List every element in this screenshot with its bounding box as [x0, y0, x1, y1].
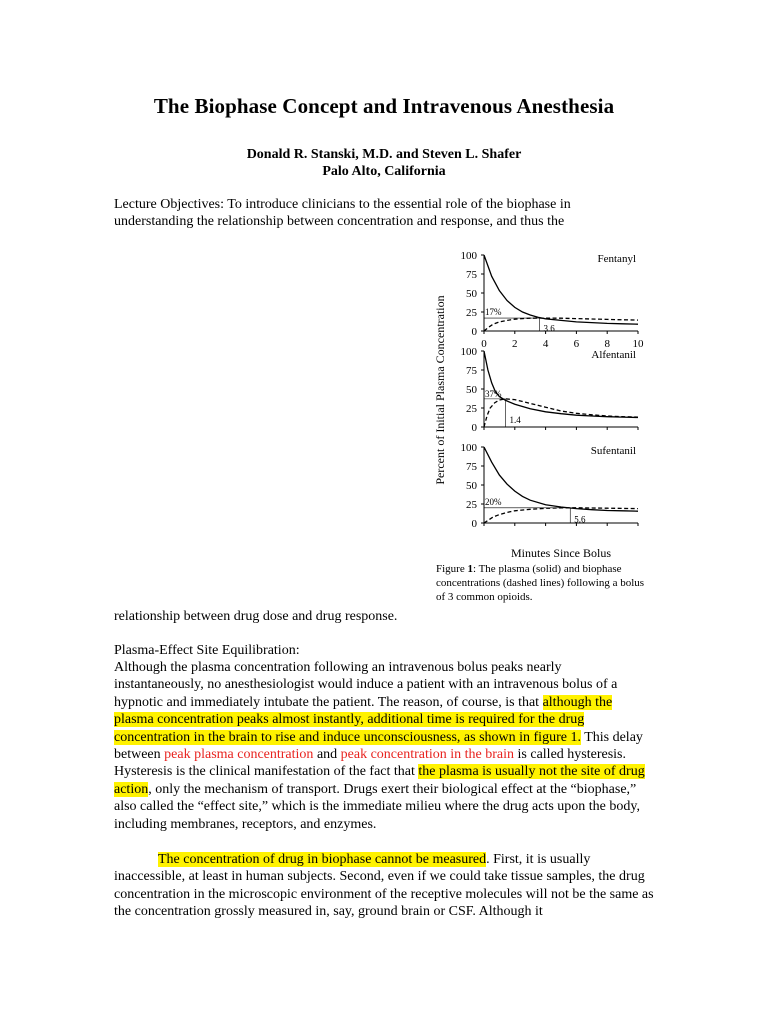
author-affiliation: Palo Alto, California — [322, 164, 446, 179]
x-axis-title: Minutes Since Bolus — [510, 546, 612, 560]
paragraph-plasma-effect — [114, 659, 654, 833]
panel-title-fentanyl: Fentanyl — [597, 253, 636, 265]
p1-text-a: Although the plasma concentration following an intravenous bolus peaks nearly instantaneously, no anesthesiologist would induce a patient with an intravenous bolus of a hypnotic and immediately intubate the patient. The reason, of course, is that — [114, 660, 618, 710]
x-tick-label: 0 — [481, 338, 487, 350]
y-tick-label: 25 — [466, 403, 477, 415]
p1-highlight-1: although the plasma concentration peaks almost instantly, additional time is required for the drug concentration in the brain to rise and induce unconsciousness, as shown in figure 1. — [114, 694, 613, 745]
peak-percent-label: 20% — [485, 496, 502, 507]
p1-red-1: peak plasma concentration — [164, 747, 314, 763]
x-tick-label: 2 — [512, 338, 518, 350]
p1-text-b: This delay between — [114, 729, 643, 763]
plasma-curve — [484, 255, 638, 324]
paper-title: The Biophase Concept and Intravenous Anesthesia — [153, 94, 615, 118]
y-tick-label: 50 — [466, 480, 477, 492]
biophase-curve — [484, 399, 638, 427]
author-block — [0, 146, 768, 180]
x-tick-label: 8 — [604, 338, 610, 350]
figure-1-chart — [428, 240, 644, 560]
section-heading: Plasma-Effect Site Equilibration: — [114, 643, 300, 658]
peak-time-label: 3.6 — [543, 323, 555, 334]
caption-number: 1 — [467, 563, 473, 575]
y-tick-label: 75 — [466, 365, 477, 377]
y-tick-label: 100 — [460, 250, 477, 262]
y-tick-label: 25 — [466, 307, 477, 319]
y-tick-label: 25 — [466, 499, 477, 511]
peak-percent-label: 37% — [485, 388, 502, 399]
figure-1 — [428, 240, 644, 608]
objectives-line-1: Lecture Objectives: To introduce clinicians to the essential role of the biophase in — [114, 197, 571, 212]
p1-text-e: , only the mechanism of transport. Drugs exert their biological effect at the “biophase,” also called the “effect site,” which is the immediate milieu where the drug acts upon the body, including membranes, receptors, and enzymes. — [114, 781, 640, 832]
objectives-line-3: relationship between drug dose and drug response. — [114, 609, 398, 624]
lecture-objectives — [114, 196, 654, 231]
y-axis-title: Percent of Initial Plasma Concentration — [433, 295, 447, 485]
y-tick-label: 75 — [466, 269, 477, 281]
x-tick-label: 10 — [632, 338, 644, 350]
figure-caption — [436, 562, 646, 604]
peak-time-label: 1.4 — [509, 414, 521, 425]
paragraph-biophase — [114, 851, 654, 921]
y-tick-label: 75 — [466, 461, 477, 473]
p1-text-c: and — [313, 747, 341, 763]
x-tick-label: 4 — [542, 338, 549, 350]
caption-text: : The plasma (solid) and biophase concentrations (dashed lines) following a bolus of 3 common opioids. — [436, 563, 645, 603]
p2-text-a: . First, it is usually inaccessible, at least in human subjects. Second, even if we could take tissue samples, the drug concentration in the microscopic environment of the receptive molecules will not be the same as the concentration grossly measured in, say, ground brain or CSF. Although it — [114, 852, 654, 920]
y-tick-label: 50 — [466, 384, 477, 396]
y-tick-label: 100 — [460, 346, 477, 358]
y-tick-label: 50 — [466, 288, 477, 300]
peak-time-label: 5.6 — [574, 514, 586, 525]
author-names: Donald R. Stanski, M.D. and Steven L. Shafer — [246, 147, 522, 162]
y-tick-label: 0 — [471, 326, 477, 338]
y-tick-label: 100 — [460, 442, 477, 454]
caption-prefix: Figure — [436, 563, 468, 575]
p1-red-2: peak concentration in the brain — [340, 747, 515, 763]
x-tick-label: 6 — [573, 338, 580, 350]
panel-title-sufentanil: Sufentanil — [590, 445, 636, 457]
y-tick-label: 0 — [471, 518, 477, 530]
p1-text-d: is called hysteresis. Hysteresis is the clinical manifestation of the fact that — [114, 747, 627, 780]
peak-percent-label: 17% — [485, 307, 502, 318]
objectives-line-2: understanding the relationship between concentration and response, and thus the — [114, 214, 565, 230]
y-tick-label: 0 — [471, 422, 477, 434]
p1-highlight-2: the plasma is usually not the site of drug action — [114, 764, 645, 797]
p2-highlight: The concentration of drug in biophase cannot be measured — [158, 852, 487, 867]
panel-title-alfentanil: Alfentanil — [591, 349, 636, 361]
